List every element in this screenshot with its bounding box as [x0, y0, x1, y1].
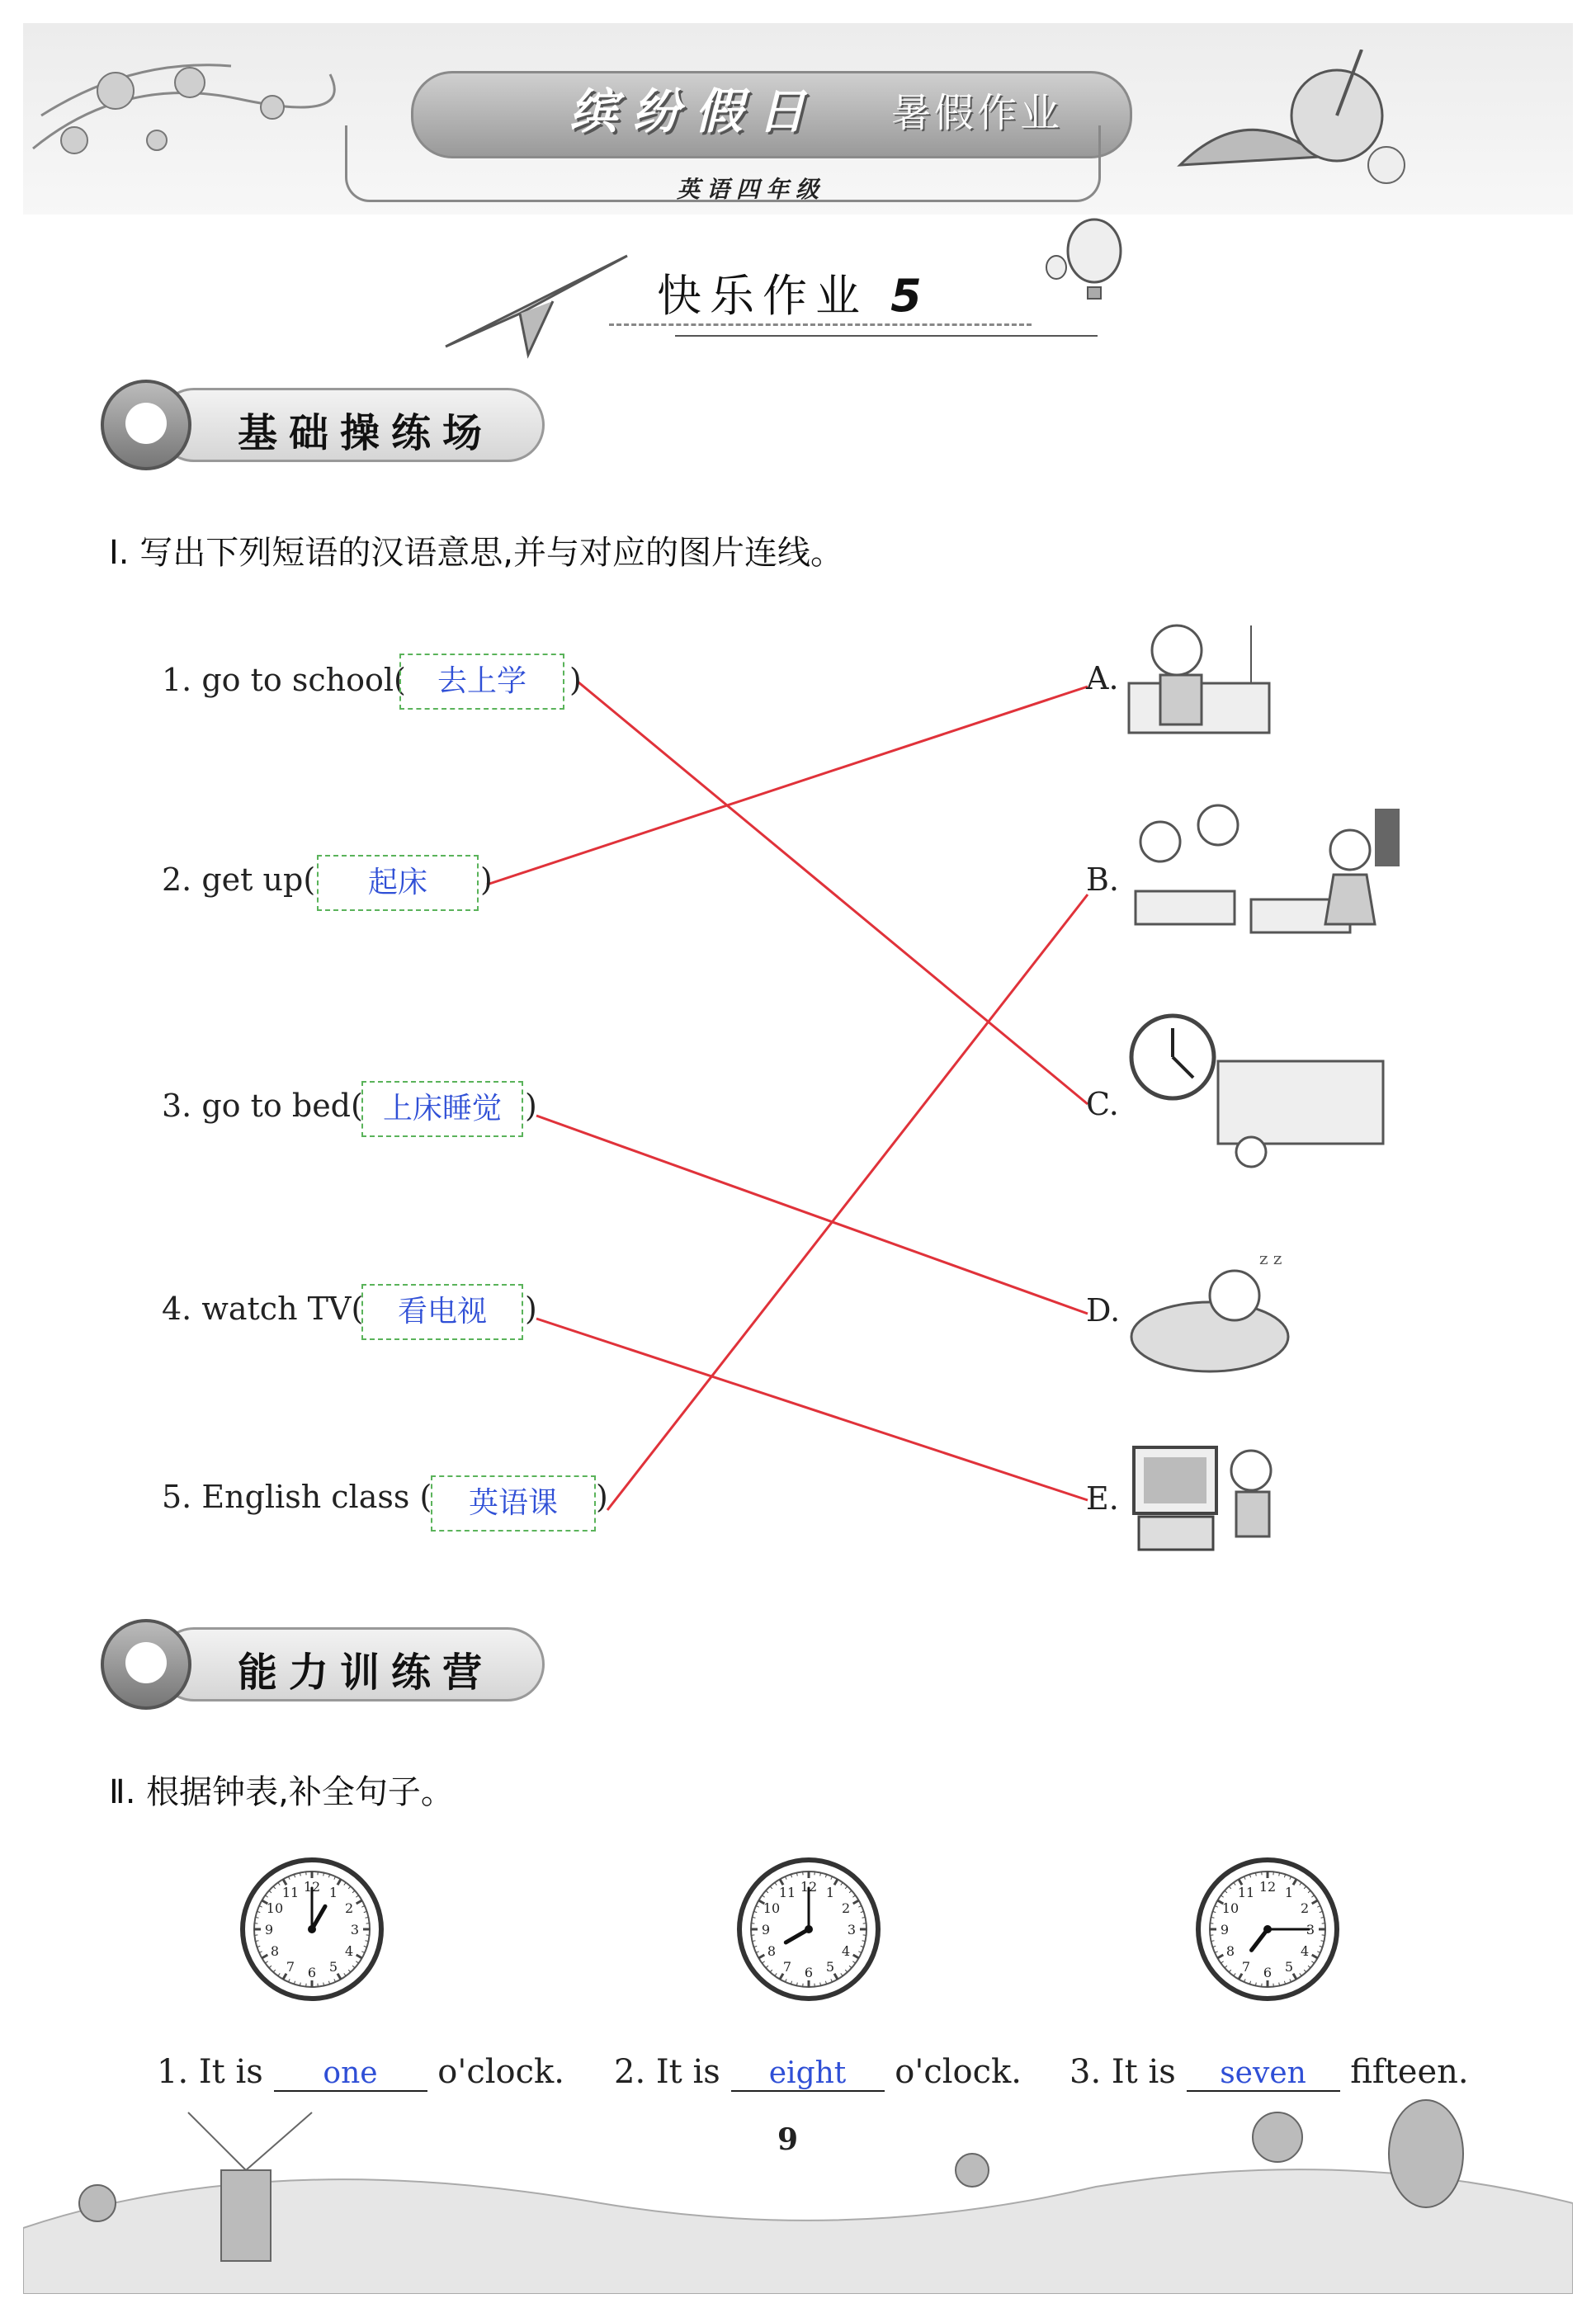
clock-number: 9 [264, 1922, 274, 1937]
phrase-3: 3. go to bed( [162, 1088, 363, 1124]
brand-subtitle: 暑假作业 [891, 90, 1064, 136]
clock-number: 1 [328, 1884, 338, 1900]
answer-box-1[interactable] [399, 654, 564, 710]
clock-number: 1 [1284, 1884, 1294, 1900]
answer-box-2[interactable] [317, 855, 479, 911]
clock-number: 3 [847, 1922, 857, 1937]
clock-number: 11 [1237, 1884, 1255, 1900]
svg-text:z z: z z [1259, 1248, 1282, 1268]
match-line-5 [607, 894, 1088, 1510]
sentence-3: 3. It is seven fifteen. [1070, 2053, 1469, 2091]
close-paren-1: ) [569, 662, 582, 698]
clock-number: 6 [307, 1965, 317, 1980]
going-to-bed-picture [1127, 1246, 1309, 1378]
question1-title: Ⅰ. 写出下列短语的汉语意思,并与对应的图片连线。 [109, 534, 843, 572]
answer-5: 英语课 [468, 1486, 558, 1520]
clock-number: 7 [1241, 1959, 1251, 1975]
sentence-2: 2. It is eight o'clock. [614, 2053, 1022, 2091]
clock-number: 3 [1306, 1922, 1315, 1937]
clock-number: 4 [841, 1943, 851, 1959]
clock-number: 12 [1258, 1879, 1277, 1895]
match-line-1 [578, 682, 1088, 1104]
answer-4: 看电视 [397, 1295, 487, 1329]
clock-number: 7 [782, 1959, 792, 1975]
clock-center [1263, 1925, 1272, 1933]
watching-tv-picture [1127, 1437, 1292, 1561]
clock-number: 8 [1225, 1943, 1235, 1959]
close-paren-2: ) [480, 861, 493, 898]
section2-title: 能力训练营 [238, 1650, 494, 1696]
clock-number: 4 [1300, 1943, 1310, 1959]
sentence-1: 1. It is one o'clock. [157, 2053, 564, 2091]
answer-box-5[interactable] [431, 1475, 596, 1532]
clock-number: 11 [778, 1884, 796, 1900]
english-class-picture [1127, 800, 1408, 965]
phrase-2: 2. get up( [162, 861, 316, 898]
letter-d: D. [1086, 1292, 1121, 1329]
question2-title: Ⅱ. 根据钟表,补全句子。 [109, 1773, 454, 1811]
clock-number: 7 [286, 1959, 295, 1975]
clock-center [308, 1925, 316, 1933]
going-to-school-picture [1127, 1012, 1391, 1193]
answer-1: 去上学 [437, 664, 526, 698]
clock-number: 5 [1284, 1959, 1294, 1975]
letter-a: A. [1086, 660, 1119, 696]
clock-number: 5 [328, 1959, 338, 1975]
clock-number: 6 [1263, 1965, 1273, 1980]
phrase-4: 4. watch TV( [162, 1291, 364, 1327]
answer-box-4[interactable] [361, 1284, 523, 1340]
letter-b: B. [1086, 861, 1120, 898]
answer-box-3[interactable] [361, 1081, 523, 1137]
match-line-3 [536, 1116, 1088, 1314]
clock-1-icon [238, 1855, 386, 2004]
letter-c: C. [1086, 1086, 1119, 1122]
clock-number: 2 [1300, 1900, 1310, 1916]
clock-number: 5 [825, 1959, 835, 1975]
boy-getting-up-picture [1127, 617, 1276, 741]
clock-2-icon [734, 1855, 883, 2004]
clock-number: 9 [1220, 1922, 1230, 1937]
phrase-1: 1. go to school( [162, 662, 406, 698]
grade-label: 英语四年级 [677, 176, 826, 203]
clock-number: 3 [350, 1922, 360, 1937]
answer-3: 上床睡觉 [382, 1092, 502, 1126]
close-paren-5: ) [596, 1479, 608, 1515]
blank-3[interactable]: seven [1187, 2056, 1340, 2092]
clock-number: 12 [303, 1879, 321, 1895]
letter-e: E. [1086, 1480, 1119, 1517]
match-line-4 [536, 1319, 1088, 1500]
answer-2: 起床 [367, 866, 427, 899]
clock-number: 1 [825, 1884, 835, 1900]
clock-number: 4 [344, 1943, 354, 1959]
clock-number: 11 [281, 1884, 300, 1900]
close-paren-3: ) [525, 1088, 537, 1124]
clock-number: 10 [763, 1900, 781, 1916]
clock-number: 8 [767, 1943, 777, 1959]
section1-title: 基础操练场 [238, 410, 494, 456]
clock-number: 2 [344, 1900, 354, 1916]
student-writing-icon [101, 1619, 191, 1710]
blank-2[interactable]: eight [731, 2056, 885, 2092]
clock-center [805, 1925, 813, 1933]
close-paren-4: ) [525, 1291, 537, 1327]
blank-1[interactable]: one [274, 2056, 427, 2092]
clock-number: 12 [800, 1879, 818, 1895]
clock-number: 2 [841, 1900, 851, 1916]
clock-number: 6 [804, 1965, 814, 1980]
clock-number: 8 [270, 1943, 280, 1959]
page-number: 9 [777, 2122, 799, 2157]
clock-number: 10 [1221, 1900, 1239, 1916]
brand-title: 缤纷假日 [569, 83, 821, 139]
homework-title: 快乐作业 5 [657, 270, 930, 322]
clock-3-icon [1193, 1855, 1342, 2004]
clock-number: 9 [761, 1922, 771, 1937]
clock-number: 10 [266, 1900, 284, 1916]
phrase-5: 5. English class ( [162, 1479, 432, 1515]
